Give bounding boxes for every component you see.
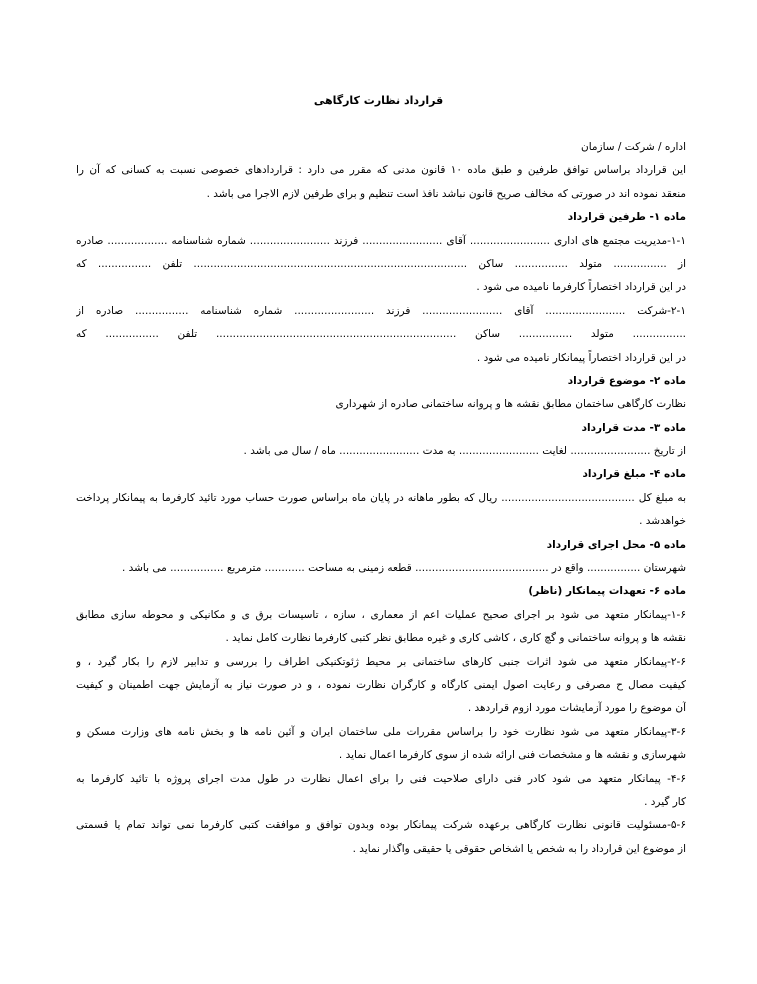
document-line: نقشه ها و پروانه ساختمانی و گچ کاری ، کاشی کاری و غیره مطابق نظر کتبی کارفرما نظارت کامل نماید . [225, 632, 686, 645]
article-heading: ماده ۶- تعهدات پیمانکار (ناظر) [528, 585, 686, 598]
document-line: منعقد نموده اند در صورتی که مخالف صریح قانون نباشد نافذ است تنظیم و برای طرفین لازم الاجرا می باشد . [206, 187, 686, 200]
document-line: از موضوع این قرارداد را به شخص یا اشخاص حقوقی یا حقیقی واگذار نماید . [352, 842, 686, 855]
document-line: ۵-۶-مسئولیت قانونی نظارت کارگاهی برعهده شرکت پیمانکار بوده وبدون توافق و موافقت کتبی کارفرما نمی تواند تمام یا قسمتی [76, 819, 686, 832]
document-line: اداره / شرکت / سازمان [580, 141, 686, 153]
document-line: ۱-۱-مدیریت مجتمع های اداری ........................ آقای ........................ فرزند ........................ شماره شناسنامه .................. صادره [76, 234, 686, 247]
document-line: در این قرارداد اختصاراً کارفرما نامیده می شود . [476, 281, 686, 294]
document-line: کار گیرد . [644, 795, 686, 808]
document-line: ۱-۶-پیمانکار متعهد می شود بر اجرای صحیح عملیات اعم از معماری ، سازه ، تاسیسات برق ی و مکانیکی و محوطه سازی مطابق [76, 608, 686, 621]
article-heading: ماده ۳- مدت قرارداد [581, 421, 686, 434]
document-line: از ................ متولد ................ ساکن .................................................................................. تلفن ................ که [76, 257, 686, 270]
document-line: ۲-۱-شرکت ........................ آقای ........................ فرزند ........................ شماره شناسنامه ................ صادره از [76, 304, 686, 317]
article-heading: ماده ۱- طرفین قرارداد [567, 211, 686, 224]
document-line: در این قرارداد اختصاراً پیمانکار نامیده می شود . [476, 351, 686, 364]
document-line: به مبلغ کل ........................................ ریال که بطور ماهانه در پایان ماه براساس صورت حساب مورد تائید کارفرما به پیمانکار پرداخت [76, 491, 686, 504]
article-heading: ماده ۲- موضوع قرارداد [567, 374, 686, 387]
document-line: ۳-۶-پیمانکار متعهد می شود نظارت خود را براساس مقررات ملی ساختمان ایران و آئین نامه ها و بخش نامه های وزارت مسکن و [76, 725, 686, 738]
document-line: شهرستان ................ واقع در ........................................ قطعه زمینی به مساحت ............ مترمربع ................ می باشد . [121, 562, 686, 575]
document-line: ۴-۶- پیمانکار متعهد می شود کادر فنی دارای صلاحیت فنی را برای اعمال نظارت در طول مدت اجرای پروژه با تائید کارفرما به [76, 772, 686, 785]
document-line: خواهدشد . [639, 515, 686, 528]
document-body [76, 136, 686, 861]
document-line: ................ متولد ................ ساکن ........................................................................ تلفن ................ که [76, 328, 686, 341]
document-line: نظارت کارگاهی ساختمان مطابق نقشه ها و پروانه ساختمانی صادره از شهرداری [335, 398, 686, 411]
document-line: از تاریخ ........................ لغایت ........................ به مدت ........................ ماه / سال می باشد . [243, 445, 686, 458]
article-heading: ماده ۴- مبلغ قرارداد [582, 468, 686, 481]
document-line: شهرسازی و نقشه ها و مشخصات فنی ارائه شده از سوی کارفرما اعمال نماید . [338, 749, 686, 762]
document-line: ۲-۶-پیمانکار متعهد می شود اثرات جنبی کارهای ساختمانی بر محیط ژئوتکنیکی اطراف را بررسی و تدابیر لازم را بکار گیرد ، و [76, 655, 686, 668]
document-line: آن موضوع را مورد آزمایشات مورد ازوم قراردهد . [467, 702, 686, 715]
document-title: قرارداد نظارت کارگاهی [313, 94, 444, 107]
article-heading: ماده ۵- محل اجرای قرارداد [546, 538, 686, 551]
document-line: کیفیت مصال ح مصرفی و رعایت اصول ایمنی کارگاه و کارگران نظارت نموده ، و در صورت نیاز به آزمایش جهت اطمینان و کیفیت [76, 678, 686, 691]
document-line: این قرارداد براساس توافق طرفین و طبق ماده ۱۰ قانون مدنی که مقرر می دارد : قراردادهای خصوصی نسبت به کسانی که آن را [76, 164, 686, 177]
